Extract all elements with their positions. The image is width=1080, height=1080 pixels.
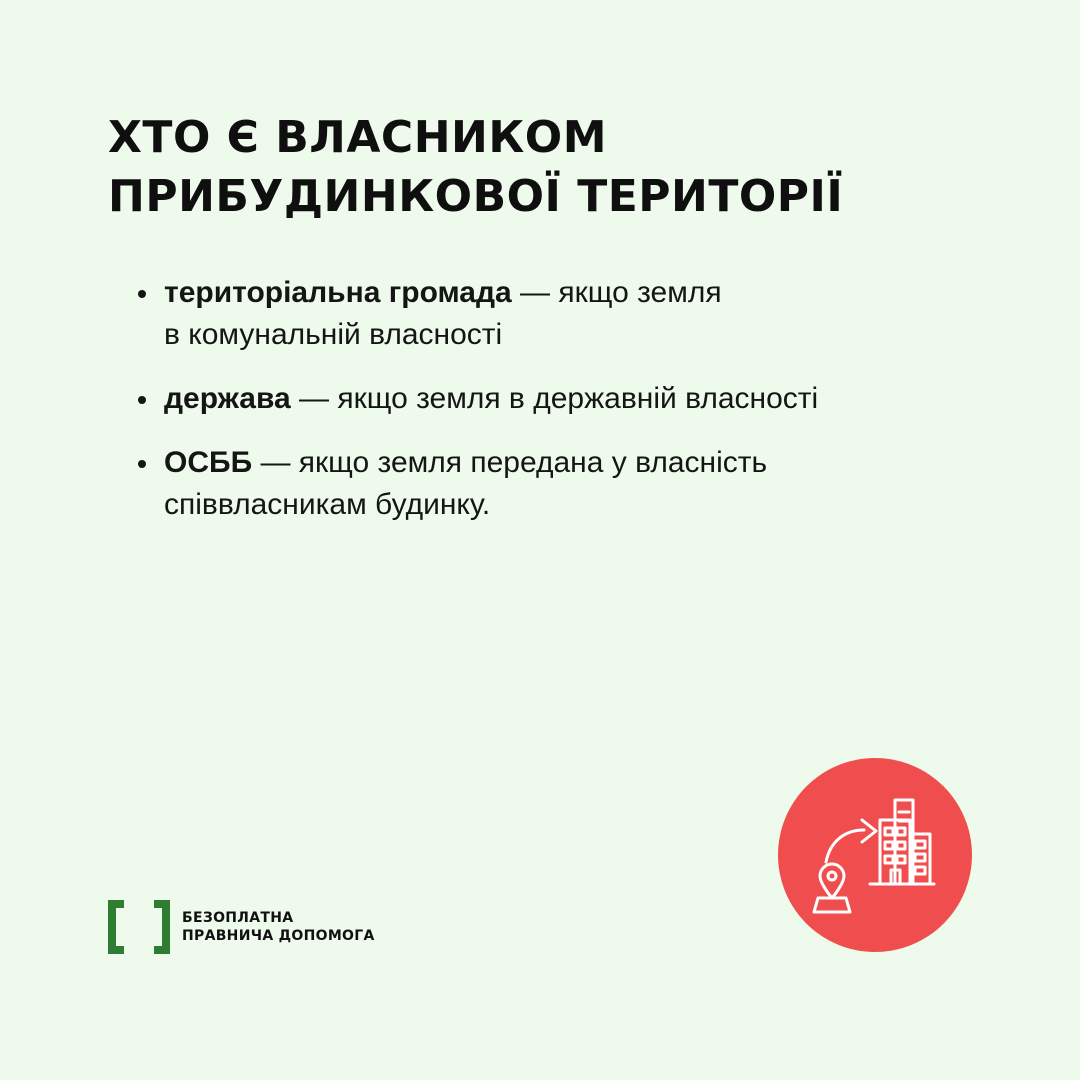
page-title [108,108,968,226]
owners-list [164,272,964,548]
list-item [164,272,964,356]
list-item [164,442,964,526]
list-item [164,378,964,420]
title-line-1: ХТО Є ВЛАСНИКОМ [108,112,607,163]
brand-name-line-2: ПРАВНИЧА ДОПОМОГА [182,928,375,944]
list-item-text: — якщо земля передана у власність [252,446,768,479]
buildings-badge [778,758,972,952]
right-bracket-shape [154,900,170,954]
list-item-text-line-2: співвласникам будинку. [164,488,491,521]
buildings-transfer-icon [778,758,972,952]
list-item-text: — якщо земля в державній власності [290,382,819,415]
list-item-lead: ОСББ [164,446,253,479]
left-bracket-shape [108,900,124,954]
brackets-logo-icon [108,900,170,954]
list-item-lead: територіальна громада [164,276,512,309]
list-item-lead: держава [164,382,291,415]
list-item-text: — якщо земля [511,276,722,309]
title-line-2: ПРИБУДИНКОВОЇ ТЕРИТОРІЇ [108,171,844,222]
brand-name-line-1: БЕЗОПЛАТНА [182,910,294,926]
brand-logo [108,900,375,954]
list-item-text-line-2: в комунальній власності [164,318,503,351]
brand-name [182,909,375,945]
